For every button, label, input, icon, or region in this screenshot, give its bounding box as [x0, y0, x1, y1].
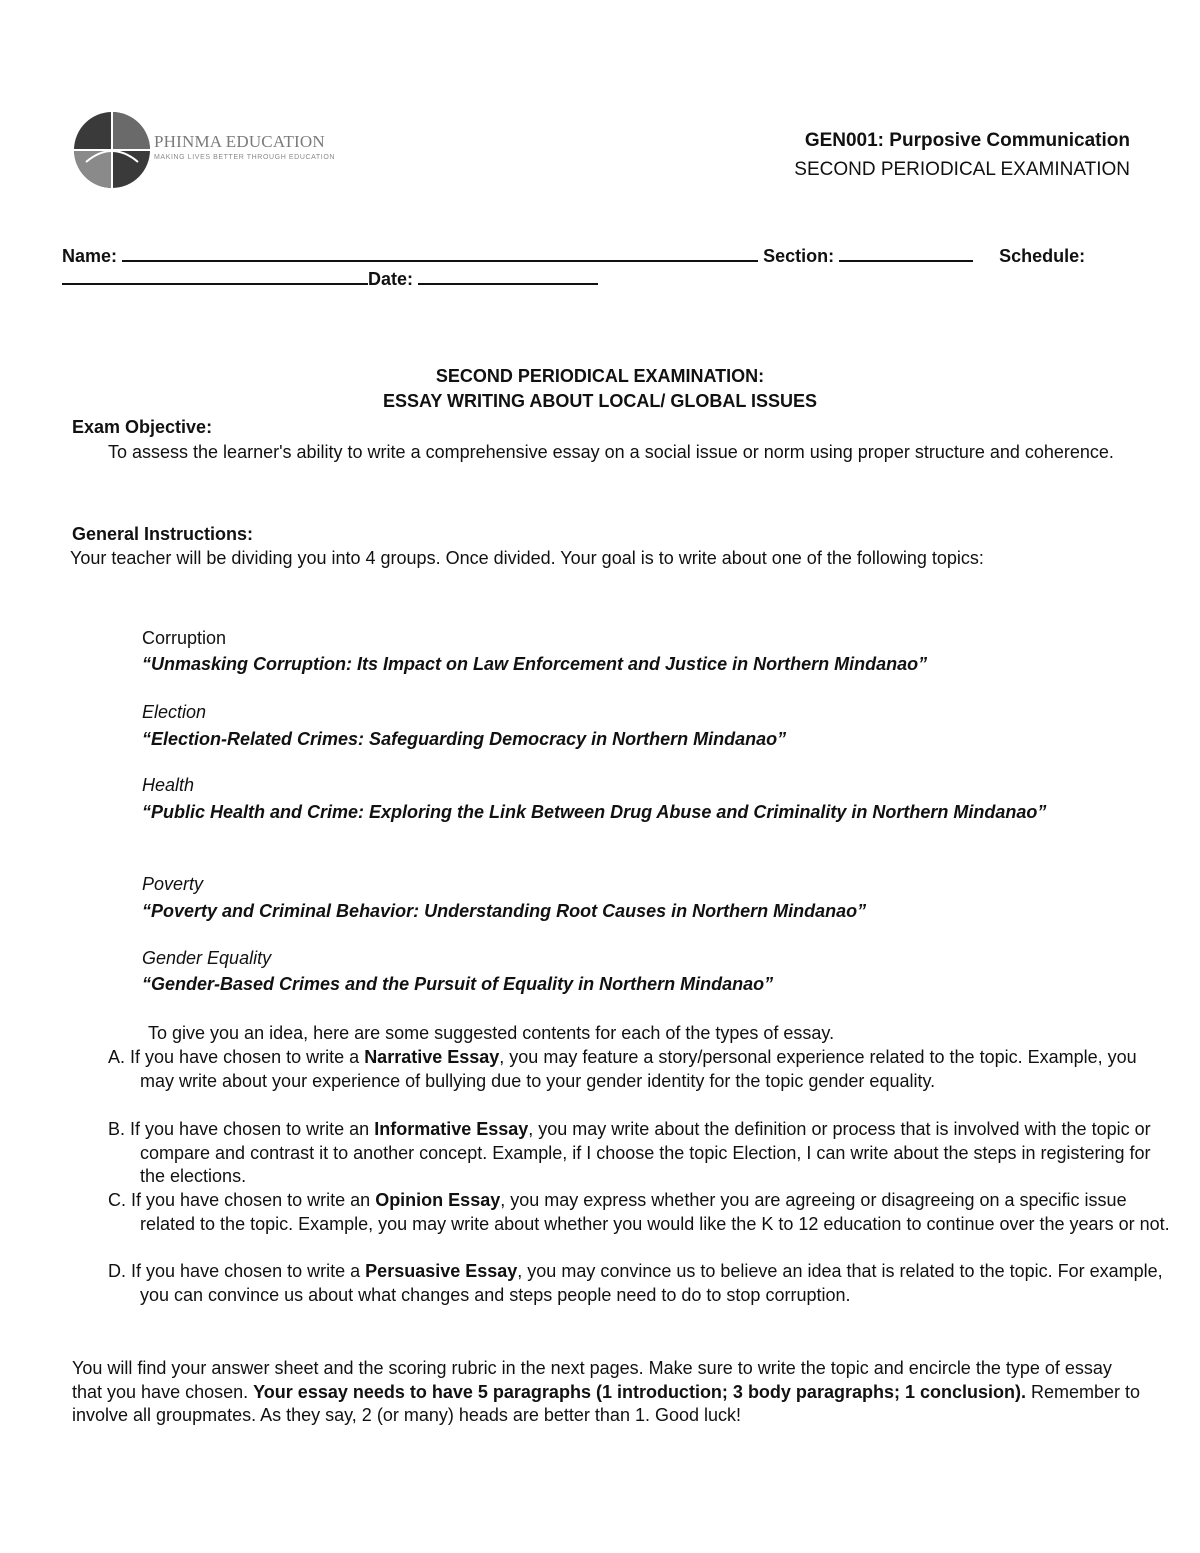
- essay-type: Persuasive Essay: [365, 1261, 518, 1281]
- section-blank[interactable]: [839, 244, 973, 262]
- logo-globe-icon: [72, 110, 152, 190]
- instructions-label: General Instructions:: [72, 524, 254, 544]
- logo-tagline: MAKING LIVES BETTER THROUGH EDUCATION: [154, 154, 336, 161]
- item-post: , you may express whether you are agreeing or disagreeing on a specific issue related to the topic. Example, you may write about whether you would like the K to 12 education to continue over the years or not.: [140, 1190, 1170, 1234]
- closing-bold: Your essay needs to have 5 paragraphs (1 introduction; 3 body paragraphs; 1 conclusion).: [253, 1381, 1026, 1402]
- instructions-text: Your teacher will be dividing you into 4 groups. Once divided. Your goal is to write about one of the following topics:: [70, 548, 984, 568]
- name-label: Name:: [62, 246, 118, 266]
- suggestion-item-a: [108, 1046, 1170, 1093]
- topic-title: “Unmasking Corruption: Its Impact on Law Enforcement and Justice in Northern Mindanao”: [142, 654, 928, 674]
- topic-title: “Poverty and Criminal Behavior: Understanding Root Causes in Northern Mindanao”: [142, 901, 867, 921]
- course-title: GEN001: Purposive Communication: [804, 130, 1130, 151]
- topic-name: Corruption: [142, 628, 227, 648]
- suggestion-item-b: [108, 1118, 1170, 1189]
- essay-type: Narrative Essay: [364, 1047, 500, 1067]
- topic-name: Election: [142, 702, 207, 722]
- essay-type: Informative Essay: [374, 1119, 529, 1139]
- topic-name: Gender Equality: [142, 948, 272, 968]
- item-letter: D.: [108, 1261, 126, 1281]
- topic-title: “Public Health and Crime: Exploring the Link Between Drug Abuse and Criminality in Northern Mindanao”: [142, 802, 1047, 822]
- suggestion-item-d: [108, 1260, 1170, 1307]
- name-blank[interactable]: [122, 244, 758, 262]
- suggestion-item-c: [108, 1189, 1170, 1236]
- topic-name: Poverty: [142, 874, 204, 894]
- essay-type: Opinion Essay: [375, 1190, 501, 1210]
- logo-title: PHINMA EDUCATION: [154, 132, 325, 151]
- closing-pre: You will find your answer sheet and the scoring rubric in the next pages. Make sure to write the topic and encircle the type of essay that you have chosen.: [72, 1358, 1112, 1402]
- closing-paragraph: [72, 1357, 1142, 1428]
- item-post: , you may feature a story/personal experience related to the topic. Example, you may write about your experience of bullying due to your gender identity for the topic gender equality.: [140, 1047, 1137, 1091]
- item-pre: If you have chosen to write a: [130, 1047, 360, 1067]
- objective-label: Exam Objective:: [72, 417, 213, 437]
- item-letter: A.: [108, 1047, 126, 1067]
- exam-heading-1: SECOND PERIODICAL EXAMINATION:: [435, 366, 765, 386]
- item-post: , you may write about the definition or process that is involved with the topic or compare and contrast it to another concept. Example, if I choose the topic Election, I can write about the steps in registering for the elections.: [140, 1119, 1151, 1186]
- objective-text: To assess the learner's ability to write a comprehensive essay on a social issue or norm using proper structure and coherence.: [108, 442, 1114, 462]
- section-label: Section:: [763, 246, 835, 266]
- topic-title: “Election-Related Crimes: Safeguarding Democracy in Northern Mindanao”: [142, 729, 787, 749]
- topic-name: Health: [142, 775, 195, 795]
- suggestions-intro: To give you an idea, here are some suggested contents for each of the types of essay.: [148, 1023, 835, 1043]
- date-label: Date:: [368, 269, 414, 289]
- schedule-label: Schedule:: [999, 246, 1086, 266]
- closing-post: Remember to involve all groupmates. As they say, 2 (or many) heads are better than 1. Good luck!: [72, 1381, 1141, 1425]
- topic-title: “Gender-Based Crimes and the Pursuit of Equality in Northern Mindanao”: [142, 974, 774, 994]
- form-line-1: [62, 244, 1085, 267]
- exam-title: SECOND PERIODICAL EXAMINATION: [794, 159, 1130, 180]
- schedule-blank[interactable]: [62, 267, 368, 285]
- item-post: , you may convince us to believe an idea that is related to the topic. For example, you can convince us about what changes and steps people need to do to stop corruption.: [140, 1261, 1163, 1305]
- date-blank[interactable]: [418, 267, 598, 285]
- item-pre: If you have chosen to write a: [131, 1261, 361, 1281]
- exam-heading-2: ESSAY WRITING ABOUT LOCAL/ GLOBAL ISSUES: [382, 391, 818, 411]
- item-letter: C.: [108, 1190, 126, 1210]
- phinma-logo: [72, 110, 336, 192]
- form-line-2: [62, 267, 598, 290]
- item-letter: B.: [108, 1119, 126, 1139]
- item-pre: If you have chosen to write an: [131, 1190, 371, 1210]
- item-pre: If you have chosen to write an: [130, 1119, 370, 1139]
